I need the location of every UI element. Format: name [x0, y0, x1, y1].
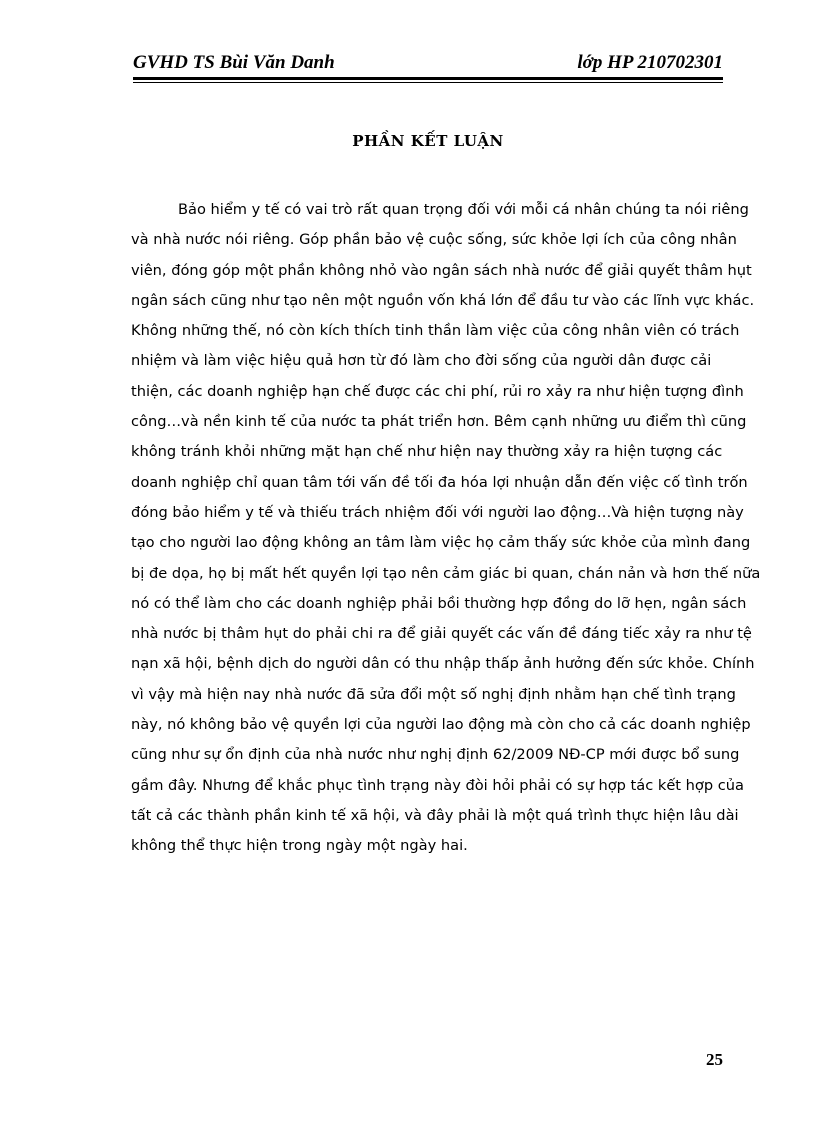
paragraph-line: Bảo hiểm y tế có vai trò rất quan trọng đối với mỗi cá nhân chúng ta nói riêng	[178, 201, 749, 218]
page-header	[133, 50, 723, 80]
paragraph-line: cũng như sự ổn định của nhà nước như nghị định 62/2009 NĐ-CP mới được bổ sung	[131, 746, 740, 764]
paragraph-line: không tránh khỏi những mặt hạn chế như hiện nay thường xảy ra hiện tượng các	[131, 443, 723, 461]
paragraph-line: nhà nước bị thâm hụt do phải chi ra để giải quyết các vấn đề đáng tiếc xảy ra như tệ	[131, 625, 752, 643]
paragraph-line: doanh nghiệp chỉ quan tâm tới vấn đề tối đa hóa lợi nhuận dẫn đến việc cố tình trốn	[131, 473, 748, 491]
page-number: 25	[706, 1050, 723, 1069]
paragraph-line: gầm đây. Nhưng để khắc phục tình trạng này đòi hỏi phải có sự hợp tác kết hợp của	[131, 776, 744, 794]
header-class-code: lớp HP 210702301	[577, 52, 723, 73]
paragraph-line: bị đe dọa, họ bị mất hết quyền lợi tạo nên cảm giác bi quan, chán nản và hơn thế nữa	[131, 564, 761, 582]
paragraph-line: và nhà nước nói riêng. Góp phần bảo vệ cuộc sống, sức khỏe lợi ích của công nhân	[131, 231, 737, 249]
paragraph-line: viên, đóng góp một phần không nhỏ vào ngân sách nhà nước để giải quyết thâm hụt	[131, 261, 752, 279]
conclusion-paragraph	[131, 195, 761, 862]
paragraph-line: không thể thực hiện trong ngày một ngày hai.	[131, 837, 468, 855]
paragraph-line: nạn xã hội, bệnh dịch do người dân có thu nhập thấp ảnh hưởng đến sức khỏe. Chính	[131, 655, 755, 673]
paragraph-line: nhiệm và làm việc hiệu quả hơn từ đó làm cho đời sống của người dân được cải	[131, 352, 712, 370]
paragraph-line: tạo cho người lao động không an tâm làm việc họ cảm thấy sức khỏe của mình đang	[131, 534, 751, 552]
paragraph-line: ngân sách cũng như tạo nên một nguồn vốn khá lớn để đầu tư vào các lĩnh vực khác.	[131, 291, 755, 309]
paragraph-line: nó có thể làm cho các doanh nghiệp phải bồi thường hợp đồng do lỡ hẹn, ngân sách	[131, 594, 747, 612]
paragraph-line: đóng bảo hiểm y tế và thiếu trách nhiệm đối với người lao động…Và hiện tượng này	[131, 503, 744, 521]
header-advisor: GVHD TS Bùi Văn Danh	[133, 52, 335, 73]
paragraph-line: này, nó không bảo vệ quyền lợi của người lao động mà còn cho cả các doanh nghiệp	[131, 716, 751, 734]
paragraph-line: thiện, các doanh nghiệp hạn chế được các chi phí, rủi ro xảy ra như hiện tượng đình	[131, 382, 744, 400]
paragraph-line: Không những thế, nó còn kích thích tinh thần làm việc của công nhân viên có trách	[131, 322, 740, 340]
paragraph-line: công…và nền kinh tế của nước ta phát triển hơn. Bêm cạnh những ưu điểm thì cũng	[131, 413, 747, 431]
paragraph-line: vì vậy mà hiện nay nhà nước đã sửa đổi một số nghị định nhằm hạn chế tình trạng	[131, 685, 736, 703]
header-rule-thin	[133, 82, 723, 83]
header-rule-thick	[133, 77, 723, 80]
paragraph-line: tất cả các thành phần kinh tế xã hội, và đây phải là một quá trình thực hiện lâu dài	[131, 806, 739, 824]
section-title: PHẦN KẾT LUẬN	[352, 132, 504, 150]
